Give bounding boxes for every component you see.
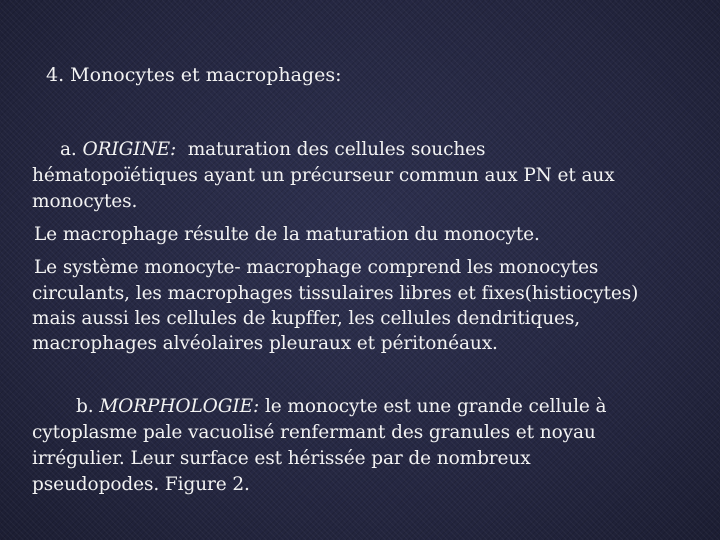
morphologie-line-3: irrégulier. Leur surface est hérissée par de nombreux [32, 448, 531, 469]
origine-line-2: hématopoïétiques ayant un précurseur commun aux PN et aux [32, 165, 615, 186]
origine-line-6: circulants, les macrophages tissulaires libres et fixes(histiocytes) [32, 283, 639, 304]
morphologie-line-4: pseudopodes. Figure 2. [32, 474, 250, 495]
morphologie-text-1: le monocyte est une grande cellule à [264, 396, 607, 417]
origine-line-5: Le système monocyte- macrophage comprend les monocytes [34, 257, 599, 278]
origine-line-1 [60, 139, 485, 160]
origine-text-1: maturation des cellules souches [187, 139, 486, 160]
origine-heading: ORIGINE: [82, 139, 177, 160]
slide-title: 4. Monocytes et macrophages: [46, 64, 342, 86]
morphologie-heading: MORPHOLOGIE: [99, 396, 260, 417]
origine-line-7: mais aussi les cellules de kupffer, les cellules dendritiques, [32, 308, 581, 329]
morphologie-line-1 [76, 396, 606, 417]
origine-line-4: Le macrophage résulte de la maturation du monocyte. [34, 224, 540, 245]
morphologie-label: b. [76, 396, 94, 417]
origine-label: a. [60, 139, 77, 160]
origine-line-8: macrophages alvéolaires pleuraux et péritonéaux. [32, 333, 498, 354]
origine-line-3: monocytes. [32, 191, 138, 212]
morphologie-line-2: cytoplasme pale vacuolisé renfermant des granules et noyau [32, 422, 596, 443]
